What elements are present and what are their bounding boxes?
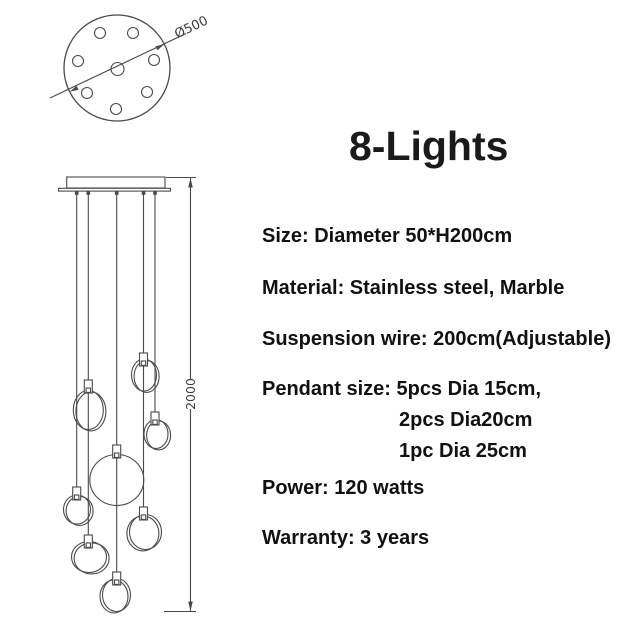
spec-pendant-size-line1: Pendant size: 5pcs Dia 15cm, [262, 378, 542, 400]
ceiling-plate-top-view [50, 14, 211, 121]
mounting-hole [149, 55, 160, 66]
wire-nub [87, 191, 91, 195]
canopy-flange [59, 188, 171, 191]
mounting-hole [73, 56, 84, 67]
pendant-disc [127, 507, 162, 551]
spec-warranty: Warranty: 3 years [262, 527, 430, 549]
wire-nub [142, 191, 146, 195]
spec-material: Material: Stainless steel, Marble [262, 277, 565, 299]
wire-nub [75, 191, 79, 195]
mounting-hole [82, 88, 93, 99]
ceiling-plate-circle [64, 15, 170, 121]
spec-size: Size: Diameter 50*H200cm [262, 225, 513, 247]
mounting-hole [128, 28, 139, 39]
spec-suspension-wire: Suspension wire: 200cm(Adjustable) [262, 328, 611, 350]
diameter-arrow-upper [155, 44, 164, 50]
dimension-arrow-up [188, 178, 193, 188]
dimension-arrow-down [188, 602, 193, 612]
pendant-disc [73, 380, 106, 431]
chandelier-side-view [59, 177, 199, 613]
spec-pendant-size-line3: 1pc Dia 25cm [399, 440, 527, 462]
pendant-disc [72, 535, 110, 574]
spec-power: Power: 120 watts [262, 477, 425, 499]
technical-drawing [0, 0, 230, 640]
mounting-hole [95, 28, 106, 39]
product-title: 8-Lights [349, 123, 509, 169]
wire-nub [115, 191, 119, 195]
mounting-hole [142, 87, 153, 98]
center-hole [111, 63, 124, 76]
height-dimension [164, 178, 198, 612]
wire-nub [153, 191, 157, 195]
pendant-disc [144, 412, 171, 450]
height-label: 2000 [183, 378, 198, 410]
mounting-hole [111, 104, 122, 115]
spec-pendant-size-line2: 2pcs Dia20cm [399, 409, 533, 431]
diameter-label: Ø500 [172, 13, 211, 43]
pendant-disc [100, 572, 131, 613]
ceiling-canopy [67, 177, 165, 188]
